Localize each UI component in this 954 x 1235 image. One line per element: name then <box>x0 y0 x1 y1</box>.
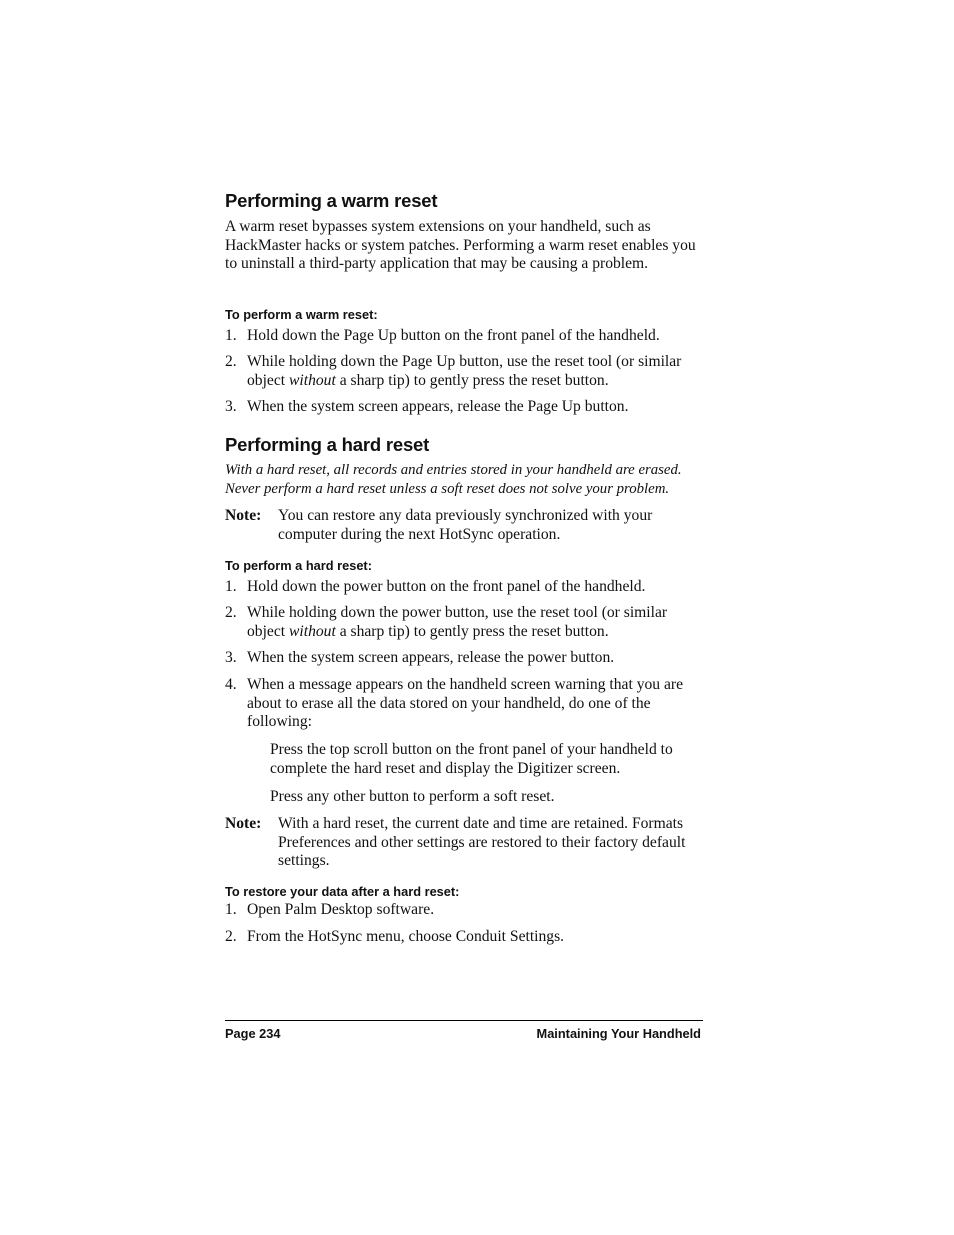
note <box>225 507 707 547</box>
option-text: Press the top scroll button on the front panel of your handheld to complete the hard reset and display the Digitizer screen. <box>270 741 673 777</box>
list-item <box>225 327 707 347</box>
list-item <box>225 604 707 644</box>
note <box>225 815 707 875</box>
step-number: 2. <box>225 604 237 621</box>
step-number: 4. <box>225 676 237 693</box>
step-text: While holding down the Page Up button, use the reset tool (or similar object without a sharp tip) to gently press the reset button. <box>247 353 682 389</box>
hard-reset-procedure-title: To perform a hard reset: <box>225 558 372 573</box>
step-text: Open Palm Desktop software. <box>247 901 435 918</box>
note-label: Note: <box>225 815 262 832</box>
note-label: Note: <box>225 507 262 524</box>
step-text: From the HotSync menu, choose Conduit Settings. <box>247 928 565 945</box>
warm-reset-procedure-title: To perform a warm reset: <box>225 307 378 322</box>
option-text: Press any other button to perform a soft reset. <box>270 788 555 805</box>
step-number: 3. <box>225 649 237 666</box>
note-text: You can restore any data previously synchronized with your computer during the next HotSync operation. <box>278 507 653 543</box>
step-number: 1. <box>225 327 237 344</box>
step-text: While holding down the power button, use the reset tool (or similar object without a sharp tip) to gently press the reset button. <box>247 604 668 640</box>
list-item <box>225 928 707 948</box>
list-item <box>225 398 707 418</box>
step-number: 3. <box>225 398 237 415</box>
step-text: When the system screen appears, release the power button. <box>247 649 615 666</box>
list-item <box>225 676 707 736</box>
note-text: With a hard reset, the current date and time are retained. Formats Preferences and other settings are restored to their factory default settings. <box>278 815 686 870</box>
warm-reset-heading: Performing a warm reset <box>225 190 438 211</box>
step-number: 2. <box>225 928 237 945</box>
step-text: When the system screen appears, release the Page Up button. <box>247 398 629 415</box>
step-number: 2. <box>225 353 237 370</box>
step-text: When a message appears on the handheld screen warning that you are about to erase all the data stored on your handheld, do one of the following: <box>247 676 684 731</box>
step-text: Hold down the power button on the front panel of the handheld. <box>247 578 646 595</box>
list-item <box>225 649 707 669</box>
list-item <box>225 901 707 921</box>
list-item <box>225 353 707 393</box>
hard-reset-warning: With a hard reset, all records and entries stored in your handheld are erased. Never perform a hard reset unless a soft reset does not solve your problem. <box>225 462 682 497</box>
section-title: Maintaining Your Handheld <box>536 1026 701 1041</box>
restore-procedure-title: To restore your data after a hard reset: <box>225 884 460 899</box>
step-number: 1. <box>225 901 237 918</box>
page-number: Page 234 <box>225 1026 281 1041</box>
step-number: 1. <box>225 578 237 595</box>
hard-reset-heading: Performing a hard reset <box>225 434 430 455</box>
step-text: Hold down the Page Up button on the front panel of the handheld. <box>247 327 660 344</box>
warm-reset-intro: A warm reset bypasses system extensions on your handheld, such as HackMaster hacks or system patches. Performing a warm reset enables you to uninstall a third-party application that may be causing a problem. <box>225 218 696 273</box>
list-item <box>225 578 707 598</box>
footer-rule <box>225 1020 703 1021</box>
